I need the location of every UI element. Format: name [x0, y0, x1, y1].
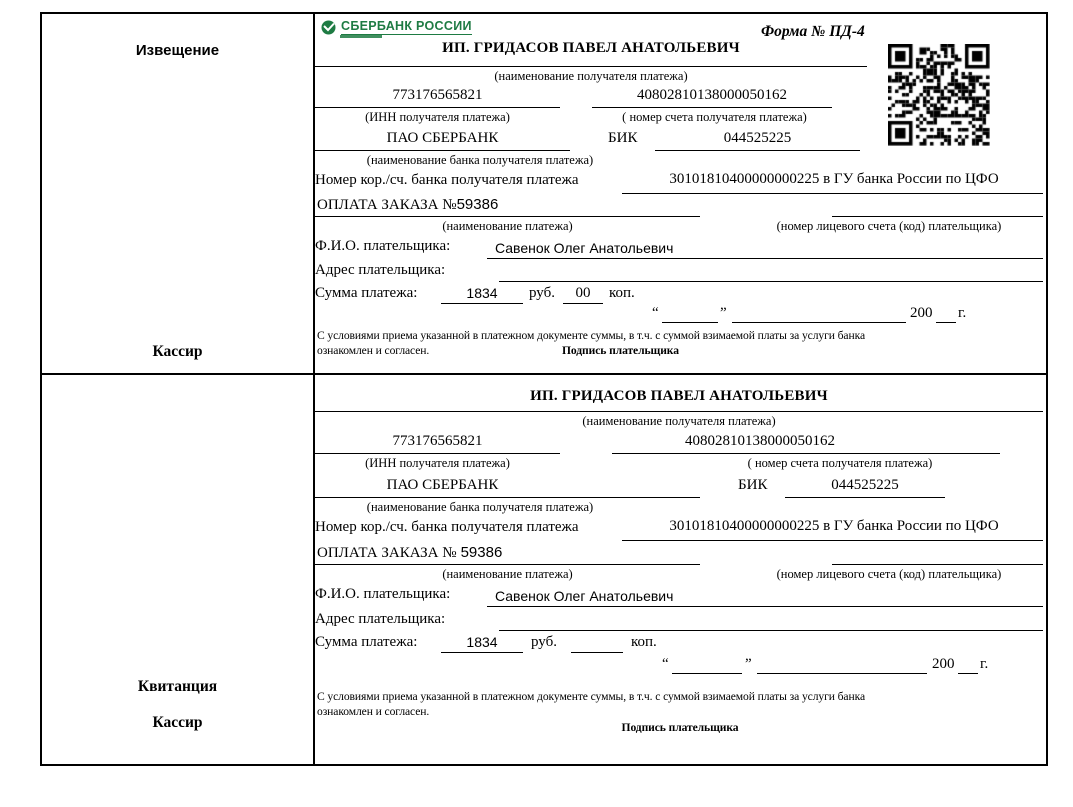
date-day-underline — [672, 673, 742, 674]
order-number: 59386 — [460, 544, 503, 561]
bik-label: БИК — [608, 130, 638, 146]
corr-account-value: 30101810400000000225 в ГУ банка России по ЦФО — [669, 518, 999, 534]
date-year-suffix: г. — [980, 656, 989, 672]
personal-account-underline — [832, 216, 1043, 217]
receipt-cashier-label: Кассир — [152, 714, 203, 731]
amount-kop-underline — [571, 652, 623, 653]
bik-value: 044525225 — [723, 130, 792, 146]
corr-account-label: Номер кор./сч. банка получателя платежа — [315, 172, 579, 188]
payer-name-underline — [487, 258, 1043, 259]
receipt-side-cell — [42, 375, 315, 764]
date-month-underline — [757, 673, 927, 674]
kop-label: коп. — [631, 634, 657, 650]
caption-account: ( номер счета получателя платежа) — [747, 456, 933, 470]
account-underline — [592, 107, 832, 108]
payer-address-underline — [499, 630, 1043, 631]
recipient-name: ИП. ГРИДАСОВ ПАВЕЛ АНАТОЛЬЕВИЧ — [442, 40, 740, 56]
corr-underline — [622, 193, 1043, 194]
receipt-section — [40, 373, 1048, 766]
date-year-underline — [958, 673, 978, 674]
caption-inn: (ИНН получателя платежа) — [365, 110, 510, 124]
payer-address-underline — [499, 281, 1043, 282]
date-year-prefix: 200 — [932, 656, 955, 672]
date-year-underline — [936, 322, 956, 323]
amount-kop-underline — [563, 303, 603, 304]
payer-name-underline — [487, 606, 1043, 607]
bik-value: 044525225 — [831, 477, 899, 493]
personal-account-underline — [832, 564, 1043, 565]
payment-purpose — [317, 544, 502, 562]
caption-recipient: (наименование получателя платежа) — [494, 69, 688, 83]
caption-recipient: (наименование получателя платежа) — [582, 414, 776, 428]
recipient-name: ИП. ГРИДАСОВ ПАВЕЛ АНАТОЛЬЕВИЧ — [530, 388, 828, 404]
bik-underline — [785, 497, 945, 498]
date-close-quote: ” — [745, 656, 752, 672]
notice-side-label: Извещение — [135, 42, 220, 59]
bik-label: БИК — [738, 477, 768, 493]
date-open-quote: “ — [662, 656, 669, 672]
notice-cashier-label: Кассир — [152, 343, 203, 360]
inn-value: 773176565821 — [392, 87, 483, 103]
notice-form-cell — [315, 14, 1046, 373]
caption-payment: (наименование платежа) — [442, 219, 573, 233]
rub-label: руб. — [529, 285, 555, 301]
bank-name: ПАО СБЕРБАНК — [386, 477, 499, 493]
caption-personal-account: (номер лицевого счета (код) плательщика) — [776, 567, 1002, 581]
amount-label: Сумма платежа: — [315, 285, 418, 301]
corr-underline — [622, 540, 1043, 541]
payment-form-pd4 — [40, 12, 1048, 766]
agreement-line1: С условиями приема указанной в платежном документе суммы, в т.ч. с суммой взимаемой платы за услуги банка — [317, 329, 865, 342]
payer-address-label: Адрес плательщика: — [315, 611, 446, 627]
payer-address-label: Адрес плательщика: — [315, 262, 446, 278]
signature-label: Подпись плательщика — [621, 721, 739, 734]
payment-underline — [315, 216, 700, 217]
form-number-label: Форма № ПД-4 — [761, 23, 865, 40]
recipient-underline — [315, 411, 1043, 412]
amount-rub-value: 1834 — [466, 634, 498, 650]
corr-account-value: 30101810400000000225 в ГУ банка России по ЦФО — [669, 171, 999, 187]
sberbank-logo — [321, 19, 472, 35]
date-year-prefix: 200 — [910, 305, 933, 321]
payment-purpose-label: ОПЛАТА ЗАКАЗА № — [317, 545, 457, 561]
agreement-line2: ознакомлен и согласен. — [317, 705, 430, 718]
payer-name-value: Савенок Олег Анатольевич — [495, 240, 674, 256]
notice-side-cell — [42, 14, 315, 373]
corr-account-label: Номер кор./сч. банка получателя платежа — [315, 519, 579, 535]
caption-payment: (наименование платежа) — [442, 567, 573, 581]
payer-name-label: Ф.И.О. плательщика: — [315, 238, 451, 254]
sberbank-logo-text: СБЕРБАНК РОССИИ — [341, 19, 472, 33]
amount-rub-underline — [441, 303, 523, 304]
sberbank-circle-icon — [321, 20, 336, 35]
bank-name: ПАО СБЕРБАНК — [386, 130, 499, 146]
agreement-line2: ознакомлен и согласен. — [317, 344, 430, 357]
amount-label: Сумма платежа: — [315, 634, 418, 650]
agreement-line1: С условиями приема указанной в платежном документе суммы, в т.ч. с суммой взимаемой платы за услуги банка — [317, 690, 865, 703]
amount-kop-value: 00 — [575, 285, 591, 301]
caption-bank: (наименование банка получателя платежа) — [366, 153, 594, 167]
caption-account: ( номер счета получателя платежа) — [622, 110, 807, 124]
payment-purpose — [317, 196, 498, 214]
payment-underline — [315, 564, 700, 565]
bik-underline — [655, 150, 860, 151]
date-year-suffix: г. — [958, 305, 967, 321]
bank-underline — [315, 150, 570, 151]
account-value: 40802810138000050162 — [685, 433, 835, 449]
signature-label: Подпись плательщика — [562, 344, 679, 357]
amount-rub-underline — [441, 652, 523, 653]
inn-value: 773176565821 — [392, 433, 483, 449]
rub-label: руб. — [531, 634, 557, 650]
account-value: 40802810138000050162 — [637, 87, 787, 103]
order-number: 59386 — [456, 196, 499, 213]
inn-underline — [315, 453, 560, 454]
qr-code — [888, 44, 990, 146]
logo-subtext-bar — [340, 35, 382, 38]
caption-personal-account: (номер лицевого счета (код) плательщика) — [776, 219, 1002, 233]
bank-underline — [315, 497, 700, 498]
payment-purpose-label: ОПЛАТА ЗАКАЗА № — [317, 197, 457, 213]
kop-label: коп. — [609, 285, 635, 301]
notice-section — [40, 12, 1048, 375]
date-close-quote: ” — [720, 305, 727, 321]
receipt-side-label: Квитанция — [137, 678, 218, 695]
payer-name-value: Савенок Олег Анатольевич — [495, 588, 674, 604]
caption-bank: (наименование банка получателя платежа) — [366, 500, 594, 514]
account-underline — [612, 453, 1000, 454]
receipt-form-cell — [315, 375, 1046, 764]
payer-name-label: Ф.И.О. плательщика: — [315, 586, 451, 602]
inn-underline — [315, 107, 560, 108]
date-day-underline — [662, 322, 718, 323]
amount-rub-value: 1834 — [466, 285, 498, 301]
recipient-underline — [315, 66, 867, 67]
date-open-quote: “ — [652, 305, 659, 321]
caption-inn: (ИНН получателя платежа) — [365, 456, 510, 470]
date-month-underline — [732, 322, 906, 323]
